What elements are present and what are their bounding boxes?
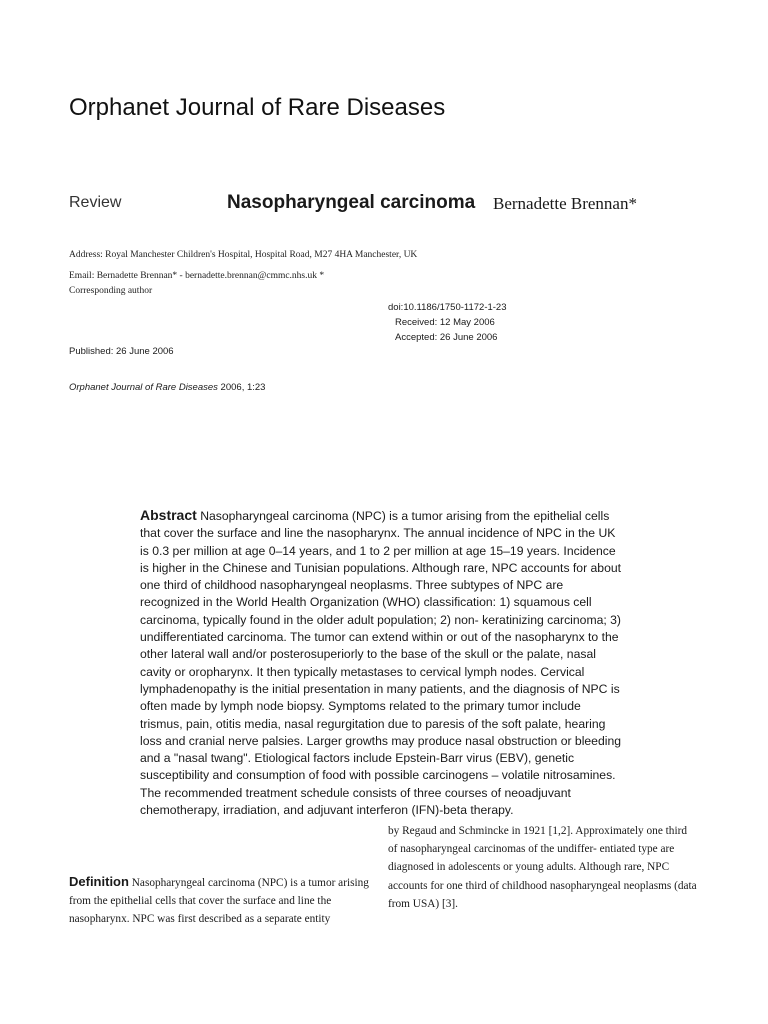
definition-column-left — [69, 873, 384, 929]
published-date: Published: 26 June 2006 — [69, 346, 174, 357]
doi: doi:10.1186/1750-1172-1-23 — [388, 302, 507, 313]
citation-journal: Orphanet Journal of Rare Diseases — [69, 382, 218, 393]
article-type: Review — [69, 194, 122, 211]
abstract — [140, 507, 625, 819]
corresponding-author-note: Corresponding author — [69, 286, 153, 296]
abstract-text: Nasopharyngeal carcinoma (NPC) is a tumor arising from the epithelial cells that cover the surface and line the nasopharynx. The annual incidence of NPC in the UK is 0.3 per million at age 0–14 years, and 1 to 2 per million at age 15–19 years. Incidence is higher in the Chinese and Tunisian populations. Although rare, NPC accounts for about one third of childhood nasopharyngeal neoplasms. Three subtypes of NPC are recognized in the World Health Organization (WHO) classification: 1) squamous cell carcinoma, typically found in the older adult population; 2) non- keratinizing carcinoma; 3) undifferentiated carcinoma. The tumor can extend within or out of the nasopharynx to the other lateral wall and/or posterosuperiorly to the base of the skull or the palate, nasal cavity or oropharynx. It then typically metastases to cervical lymph nodes. Cervical lymphadenopathy is the initial presentation in many patients, and the diagnosis of NPC is often made by lymph node biopsy. Symptoms related to the primary tumor include trismus, pain, otitis media, nasal regurgitation due to paresis of the soft palate, hearing loss and cranial nerve palsies. Larger growths may produce nasal obstruction or bleeding and a "nasal twang". Etiological factors include Epstein-Barr virus (EBV), genetic susceptibility and consumption of food with possible carcinogens – volatile nitrosamines. The recommended treatment schedule consists of three courses of neoadjuvant chemotherapy, irradiation, and adjuvant interferon (IFN)-beta therapy. — [140, 509, 622, 818]
article-title: Nasopharyngeal carcinoma — [227, 192, 476, 213]
abstract-label: Abstract — [140, 507, 197, 523]
definition-column-right: by Regaud and Schmincke in 1921 [1,2]. Approximately one third of nasopharyngeal carcinomas of the undiffer- entiated type are diagnosed in adolescents or young adults. Although rare, NPC accounts for one third of childhood nasopharyngeal neoplasms (data from USA) [3]. — [388, 825, 697, 910]
author-address: Address: Royal Manchester Children's Hospital, Hospital Road, M27 4HA Manchester, UK — [69, 250, 418, 260]
definition-label: Definition — [69, 874, 129, 889]
definition-text-left: Nasopharyngeal carcinoma (NPC) is a tumor arising from the epithelial cells that cover the surface and line the nasopharynx. NPC was first described as a separate entity — [69, 877, 369, 926]
citation — [69, 382, 265, 393]
author-name: Bernadette Brennan* — [493, 194, 637, 213]
received-accepted-dates: Received: 12 May 2006 Accepted: 26 June 2006 — [395, 317, 498, 343]
author-email: Email: Bernadette Brennan* - bernadette.brennan@cmmc.nhs.uk * — [69, 271, 325, 281]
citation-volume: 2006, 1:23 — [217, 382, 266, 393]
journal-title: Orphanet Journal of Rare Diseases — [69, 94, 446, 121]
